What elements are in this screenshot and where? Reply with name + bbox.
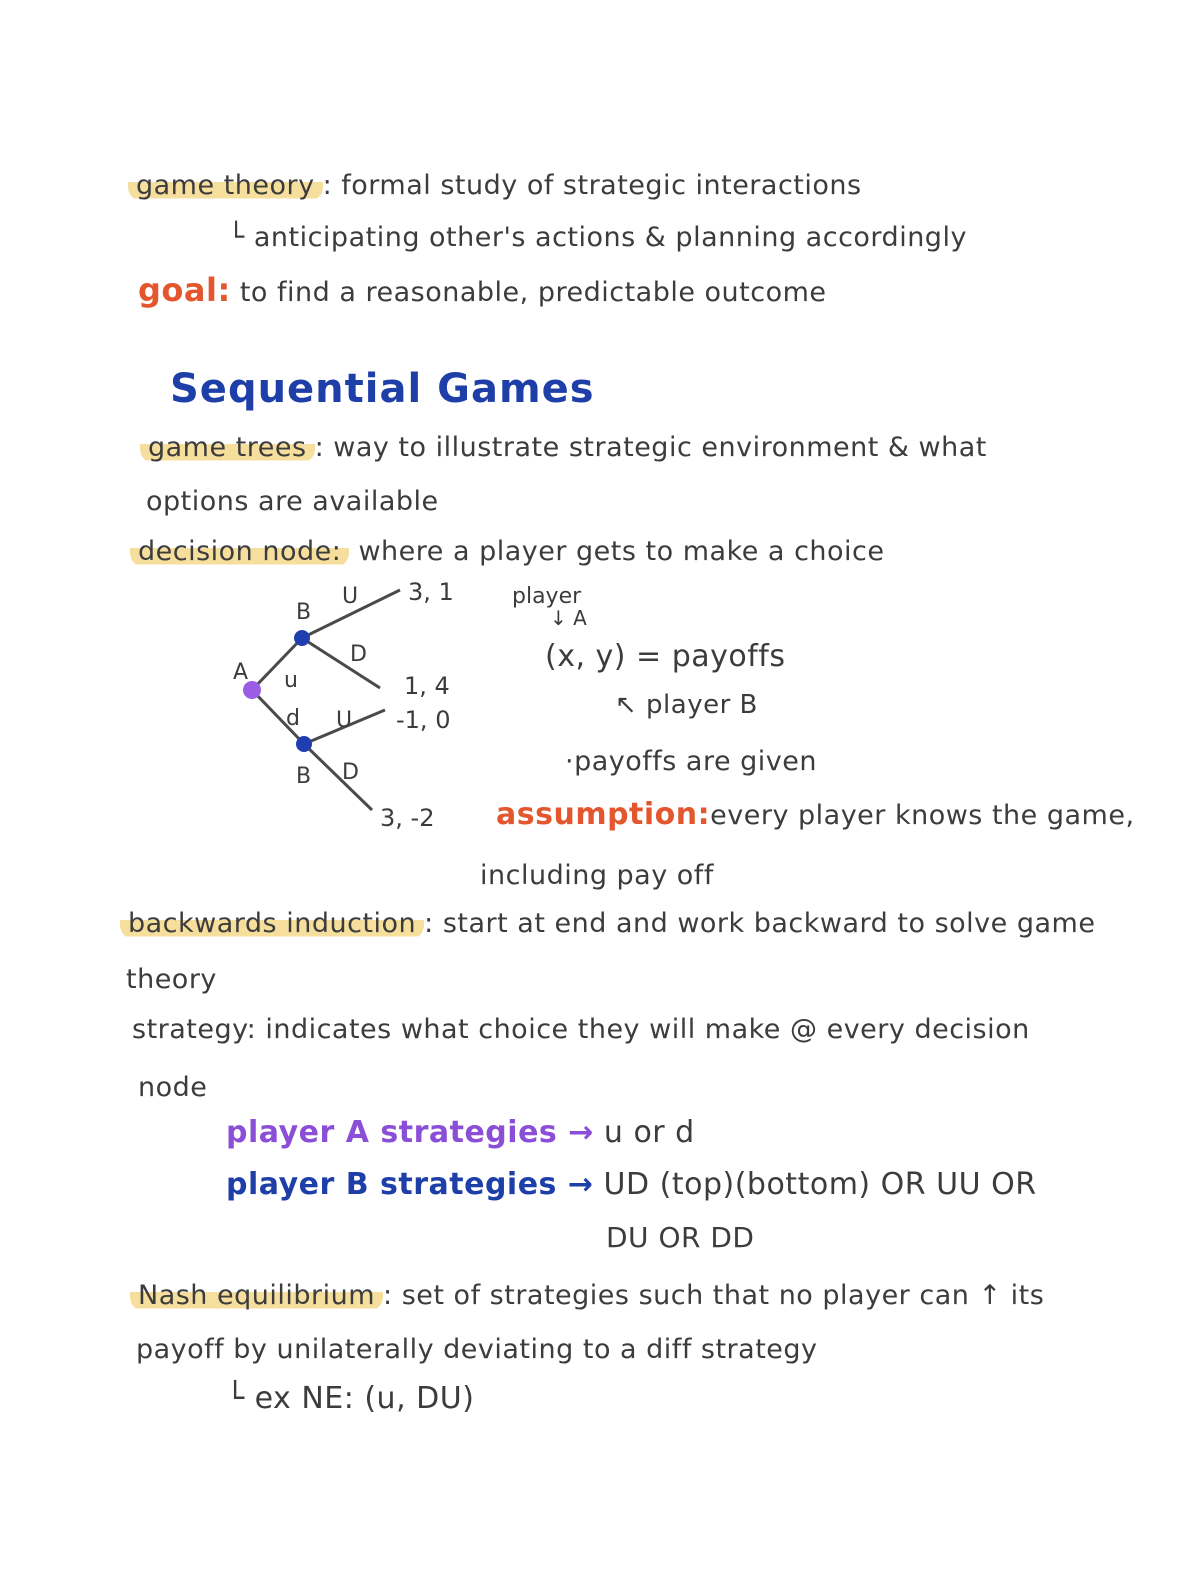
- game-trees-term: game trees: [140, 432, 315, 463]
- node-b-bottom: [296, 736, 312, 752]
- game-theory-term: game theory: [128, 170, 323, 201]
- nash-equilibrium-definition: : set of strategies such that no player can ↑ its: [383, 1280, 1045, 1311]
- legend-player-a: ↓ A: [550, 606, 587, 630]
- game-tree-diagram: [220, 570, 480, 840]
- payoff-3: -1, 0: [396, 706, 451, 734]
- player-b-strategies-values: UD (top)(bottom) OR UU OR: [603, 1167, 1037, 1202]
- nash-equilibrium-example: └ ex NE: (u, DU): [226, 1381, 475, 1416]
- assumption-continuation: including pay off: [480, 860, 714, 891]
- nash-equilibrium-term: Nash equilibrium: [130, 1280, 383, 1311]
- payoff-2: 1, 4: [404, 672, 450, 700]
- decision-node-definition: where a player gets to make a choice: [358, 536, 885, 567]
- game-theory-definition: : formal study of strategic interactions: [322, 170, 862, 201]
- assumption-term: assumption:: [496, 797, 711, 832]
- legend-player-b: ↖ player B: [615, 690, 758, 720]
- goal-term: goal:: [138, 271, 231, 309]
- backwards-induction-term: backwards induction: [120, 908, 424, 939]
- label-edge-top-u: U: [342, 584, 359, 609]
- game-trees-continuation: options are available: [146, 486, 439, 517]
- label-edge-bottom-u: U: [336, 708, 353, 733]
- legend-player: player: [512, 584, 582, 609]
- label-edge-top-d: D: [350, 642, 367, 667]
- player-b-strategies-continuation: DU OR DD: [606, 1221, 755, 1254]
- payoffs-given: ·payoffs are given: [565, 746, 818, 777]
- label-node-a: A: [233, 660, 249, 685]
- player-a-strategies-values: u or d: [603, 1115, 695, 1150]
- label-edge-u: u: [284, 668, 298, 693]
- assumption-line: [496, 797, 1135, 832]
- decision-node-term: decision node:: [130, 536, 349, 567]
- nash-equilibrium-line: [130, 1282, 1044, 1309]
- game-trees-line: [140, 434, 987, 461]
- player-b-strategies-label: player B strategies →: [226, 1167, 594, 1202]
- player-a-strategies-label: player A strategies →: [226, 1115, 594, 1150]
- label-edge-d: d: [286, 706, 300, 731]
- strategy-continuation: node: [138, 1072, 208, 1103]
- strategy-line: strategy: indicates what choice they will make @ every decision: [132, 1014, 1030, 1045]
- decision-node-line: [130, 538, 885, 565]
- player-b-strategies-line: [226, 1167, 1037, 1202]
- edge-top-b-lower: [302, 638, 380, 688]
- backwards-induction-definition: : start at end and work backward to solve game: [424, 908, 1096, 939]
- label-node-b-top: B: [296, 600, 312, 625]
- payoff-1: 3, 1: [408, 578, 454, 606]
- game-theory-subnote: └ anticipating other's actions & planning accordingly: [228, 222, 967, 253]
- label-edge-bottom-d: D: [342, 760, 359, 785]
- game-theory-line: [128, 172, 862, 199]
- legend-payoffs: (x, y) = payoffs: [545, 639, 786, 674]
- game-trees-definition: : way to illustrate strategic environment & what: [314, 432, 987, 463]
- backwards-induction-continuation: theory: [126, 964, 217, 995]
- backwards-induction-line: [120, 910, 1095, 937]
- label-node-b-bottom: B: [296, 764, 312, 789]
- nash-equilibrium-continuation: payoff by unilaterally deviating to a diff strategy: [136, 1334, 818, 1365]
- section-heading: Sequential Games: [170, 366, 595, 412]
- assumption-definition: every player knows the game,: [710, 800, 1135, 831]
- goal-definition: to find a reasonable, predictable outcome: [239, 277, 827, 308]
- node-b-top: [294, 630, 310, 646]
- goal-line: [138, 271, 827, 309]
- edge-bottom-b-lower: [304, 744, 372, 810]
- payoff-4: 3, -2: [380, 804, 435, 832]
- player-a-strategies-line: [226, 1115, 695, 1150]
